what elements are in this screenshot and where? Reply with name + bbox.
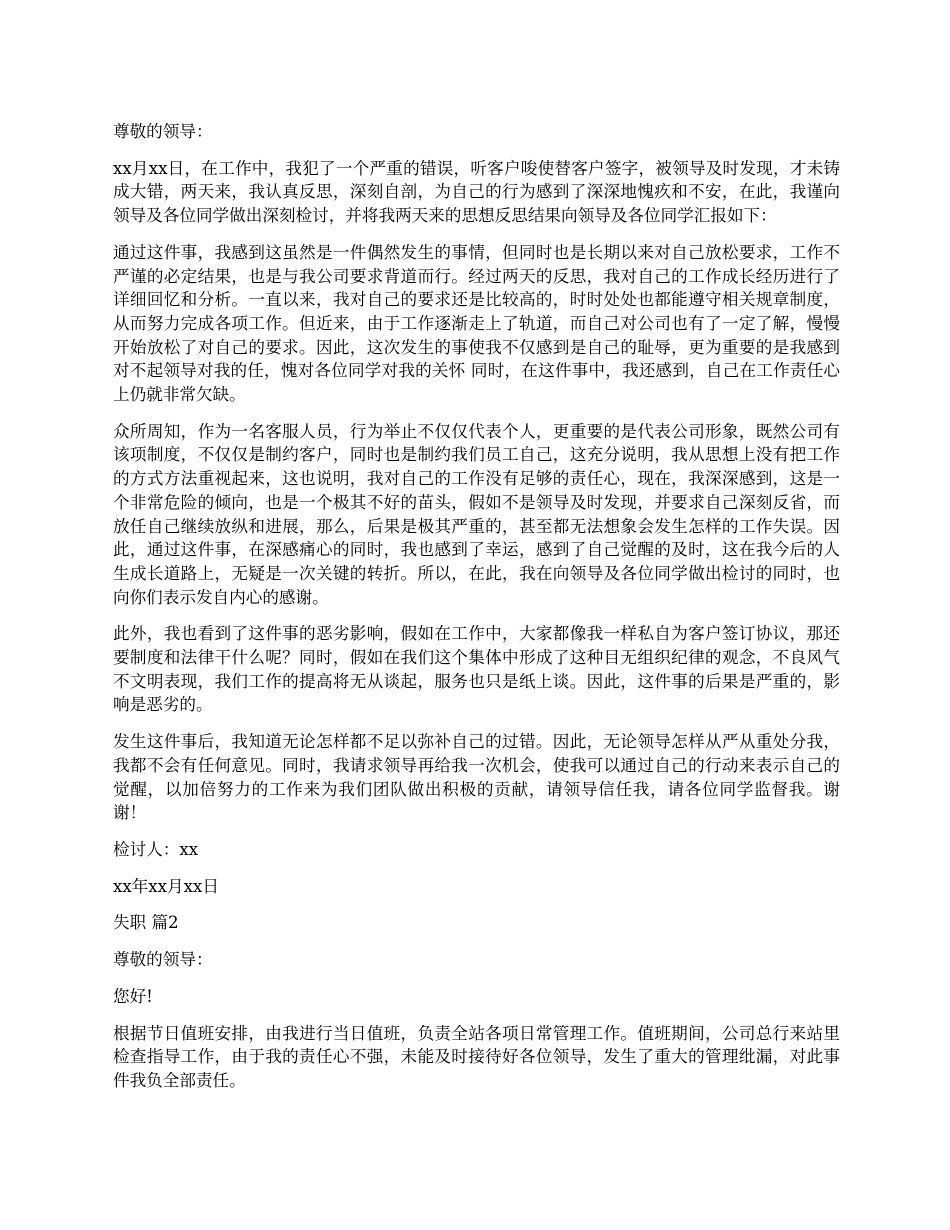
body-paragraph: xx月xx日，在工作中，我犯了一个严重的错误，听客户唆使替客户签字，被领导及时发现，才未铸成大错，两天来，我认真反思，深刻自剖，为自己的行为感到了深深地愧疚和不安，在此，我谨向领导及各位同学做出深刻检讨，并将我两天来的思想反思结果向领导及各位同学汇报如下： bbox=[113, 158, 840, 226]
body-paragraph: 此外，我也看到了这件事的恶劣影响，假如在工作中，大家都像我一样私自为客户签订协议，那还要制度和法律干什么呢？同时，假如在我们这个集体中形成了这种目无组织纪律的观念，不良风气 不文明表现，我们工作的提高将无从谈起，服务也只是纸上谈。因此，这件事的后果是严重的，影响是恶劣的。 bbox=[113, 624, 840, 715]
body-paragraph: 发生这件事后，我知道无论怎样都不足以弥补自己的过错。因此，无论领导怎样从严从重处分我，我都不会有任何意见。同时，我请求领导再给我一次机会，使我可以通过自己的行动来表示自己的觉醒，以加倍努力的工作来为我们团队做出积极的贡献，请领导信任我，请各位同学监督我。谢谢！ bbox=[113, 732, 840, 823]
body-paragraph: 通过这件事，我感到这虽然是一件偶然发生的事情，但同时也是长期以来对自己放松要求，工作不严谨的必定结果，也是与我公司要求背道而行。经过两天的反思，我对自己的工作成长经历进行了详细回忆和分析。一直以来，我对自己的要求还是比较高的，时时处处也都能遵守相关规章制度，从而努力完成各项工作。但近来，由于工作逐渐走上了轨道，而自己对公司也有了一定了解，慢慢开始放松了对自己的要求。因此，这次发生的事使我不仅感到是自己的耻辱，更为重要的是我感到对不起领导对我的任，愧对各位同学对我的关怀 同时，在这件事中，我还感到，自己在工作责任心上仍就非常欠缺。 bbox=[113, 242, 840, 405]
greeting: 您好! bbox=[113, 986, 153, 1006]
signature-line: 检讨人：xx bbox=[113, 839, 199, 859]
salutation: 尊敬的领导： bbox=[113, 950, 213, 970]
date-line: xx年xx月xx日 bbox=[113, 876, 219, 896]
body-paragraph: 众所周知，作为一名客服人员，行为举止不仅仅代表个人，更重要的是代表公司形象，既然公司有该项制度，不仅仅是制约客户，同时也是制约我们员工自己，这充分说明，我从思想上没有把工作的方式方法重视起来，这也说明，我对自己的工作没有足够的责任心，现在，我深深感到，这是一个非常危险的倾向，也是一个极其不好的苗头，假如不是领导及时发现，并要求自己深刻反省，而放任自己继续放纵和进展，那么，后果是极其严重的，甚至都无法想象会发生怎样的工作失误。因此，通过这件事，在深感痛心的同时，我也感到了幸运，感到了自己觉醒的及时，这在我今后的人生成长道路上，无疑是一次关键的转折。所以，在此，我在向领导及各位同学做出检讨的同时，也向你们表示发自内心的感谢。 bbox=[113, 421, 840, 607]
document-body bbox=[113, 120, 840, 1106]
body-paragraph: 根据节日值班安排，由我进行当日值班，负责全站各项日常管理工作。值班期间，公司总行来站里检查指导工作，由于我的责任心不强，未能及时接待好各位领导，发生了重大的管理纰漏，对此事件我负全部责任。 bbox=[113, 1023, 840, 1090]
salutation: 尊敬的领导： bbox=[113, 122, 213, 141]
section-heading: 失职 篇2 bbox=[113, 913, 179, 933]
